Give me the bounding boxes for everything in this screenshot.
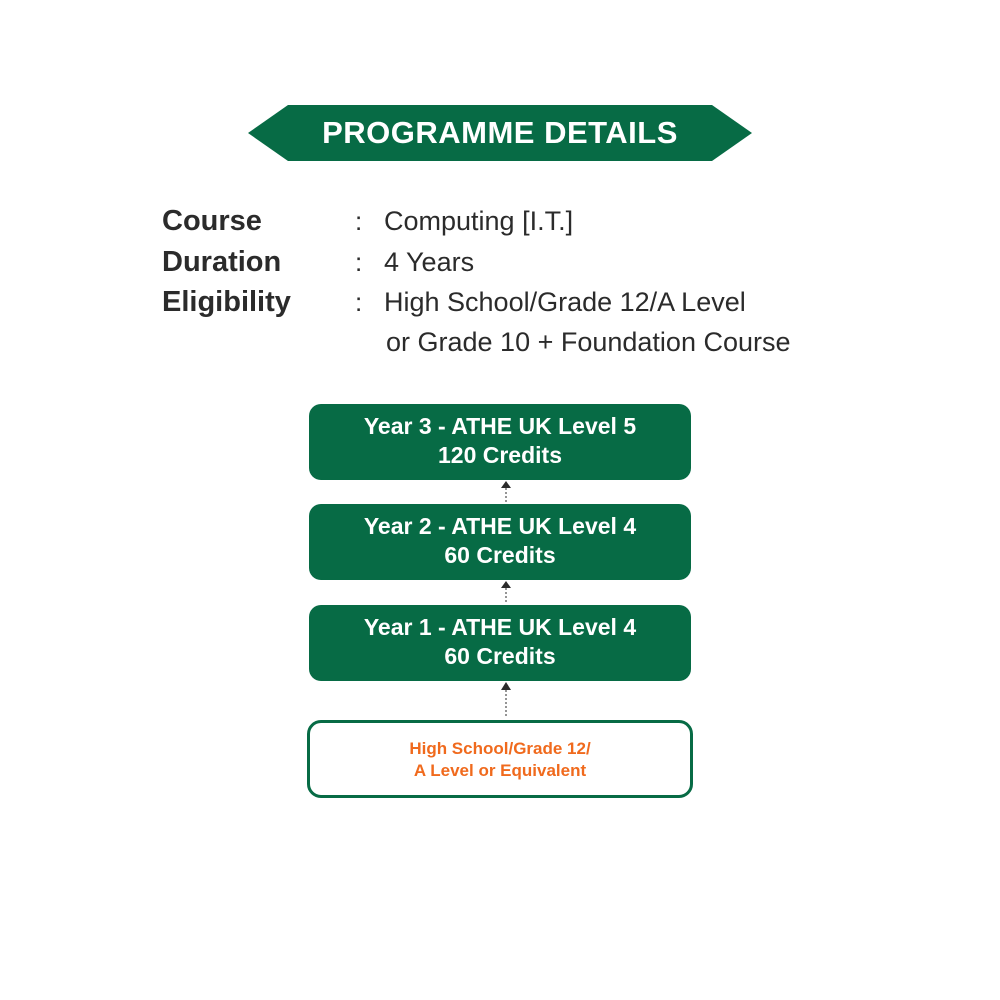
year-2-title: Year 2 - ATHE UK Level 4 (363, 513, 637, 539)
detail-row-eligibility (162, 282, 882, 362)
detail-colon: : (355, 247, 363, 277)
entry-line-2: A Level or Equivalent (413, 761, 587, 780)
detail-value: High School/Grade 12/A Level (384, 287, 746, 317)
entry-line-1: High School/Grade 12/ (409, 739, 591, 758)
arrow-up-icon (498, 581, 514, 603)
detail-row-course (162, 201, 882, 241)
year-3-box (309, 404, 691, 480)
detail-value: Computing [I.T.] (384, 206, 574, 236)
year-1-box (309, 605, 691, 681)
detail-value-continued: or Grade 10 + Foundation Course (386, 327, 791, 357)
detail-colon: : (355, 206, 363, 236)
detail-colon: : (355, 287, 363, 317)
programme-details-banner (248, 105, 752, 161)
entry-requirement-box (307, 720, 693, 798)
year-3-credits: 120 Credits (437, 442, 562, 468)
arrow-up-icon (498, 682, 514, 718)
detail-label: Duration (162, 246, 282, 278)
year-1-credits: 60 Credits (444, 643, 556, 669)
detail-row-duration (162, 242, 882, 282)
detail-label: Eligibility (162, 286, 291, 318)
detail-value: 4 Years (384, 247, 475, 277)
detail-label: Course (162, 205, 262, 237)
year-1-title: Year 1 - ATHE UK Level 4 (363, 614, 637, 640)
banner-title: PROGRAMME DETAILS (322, 115, 678, 150)
year-2-box (309, 504, 691, 580)
year-2-credits: 60 Credits (444, 542, 556, 568)
arrow-up-icon (498, 481, 514, 503)
year-3-title: Year 3 - ATHE UK Level 5 (363, 413, 637, 439)
